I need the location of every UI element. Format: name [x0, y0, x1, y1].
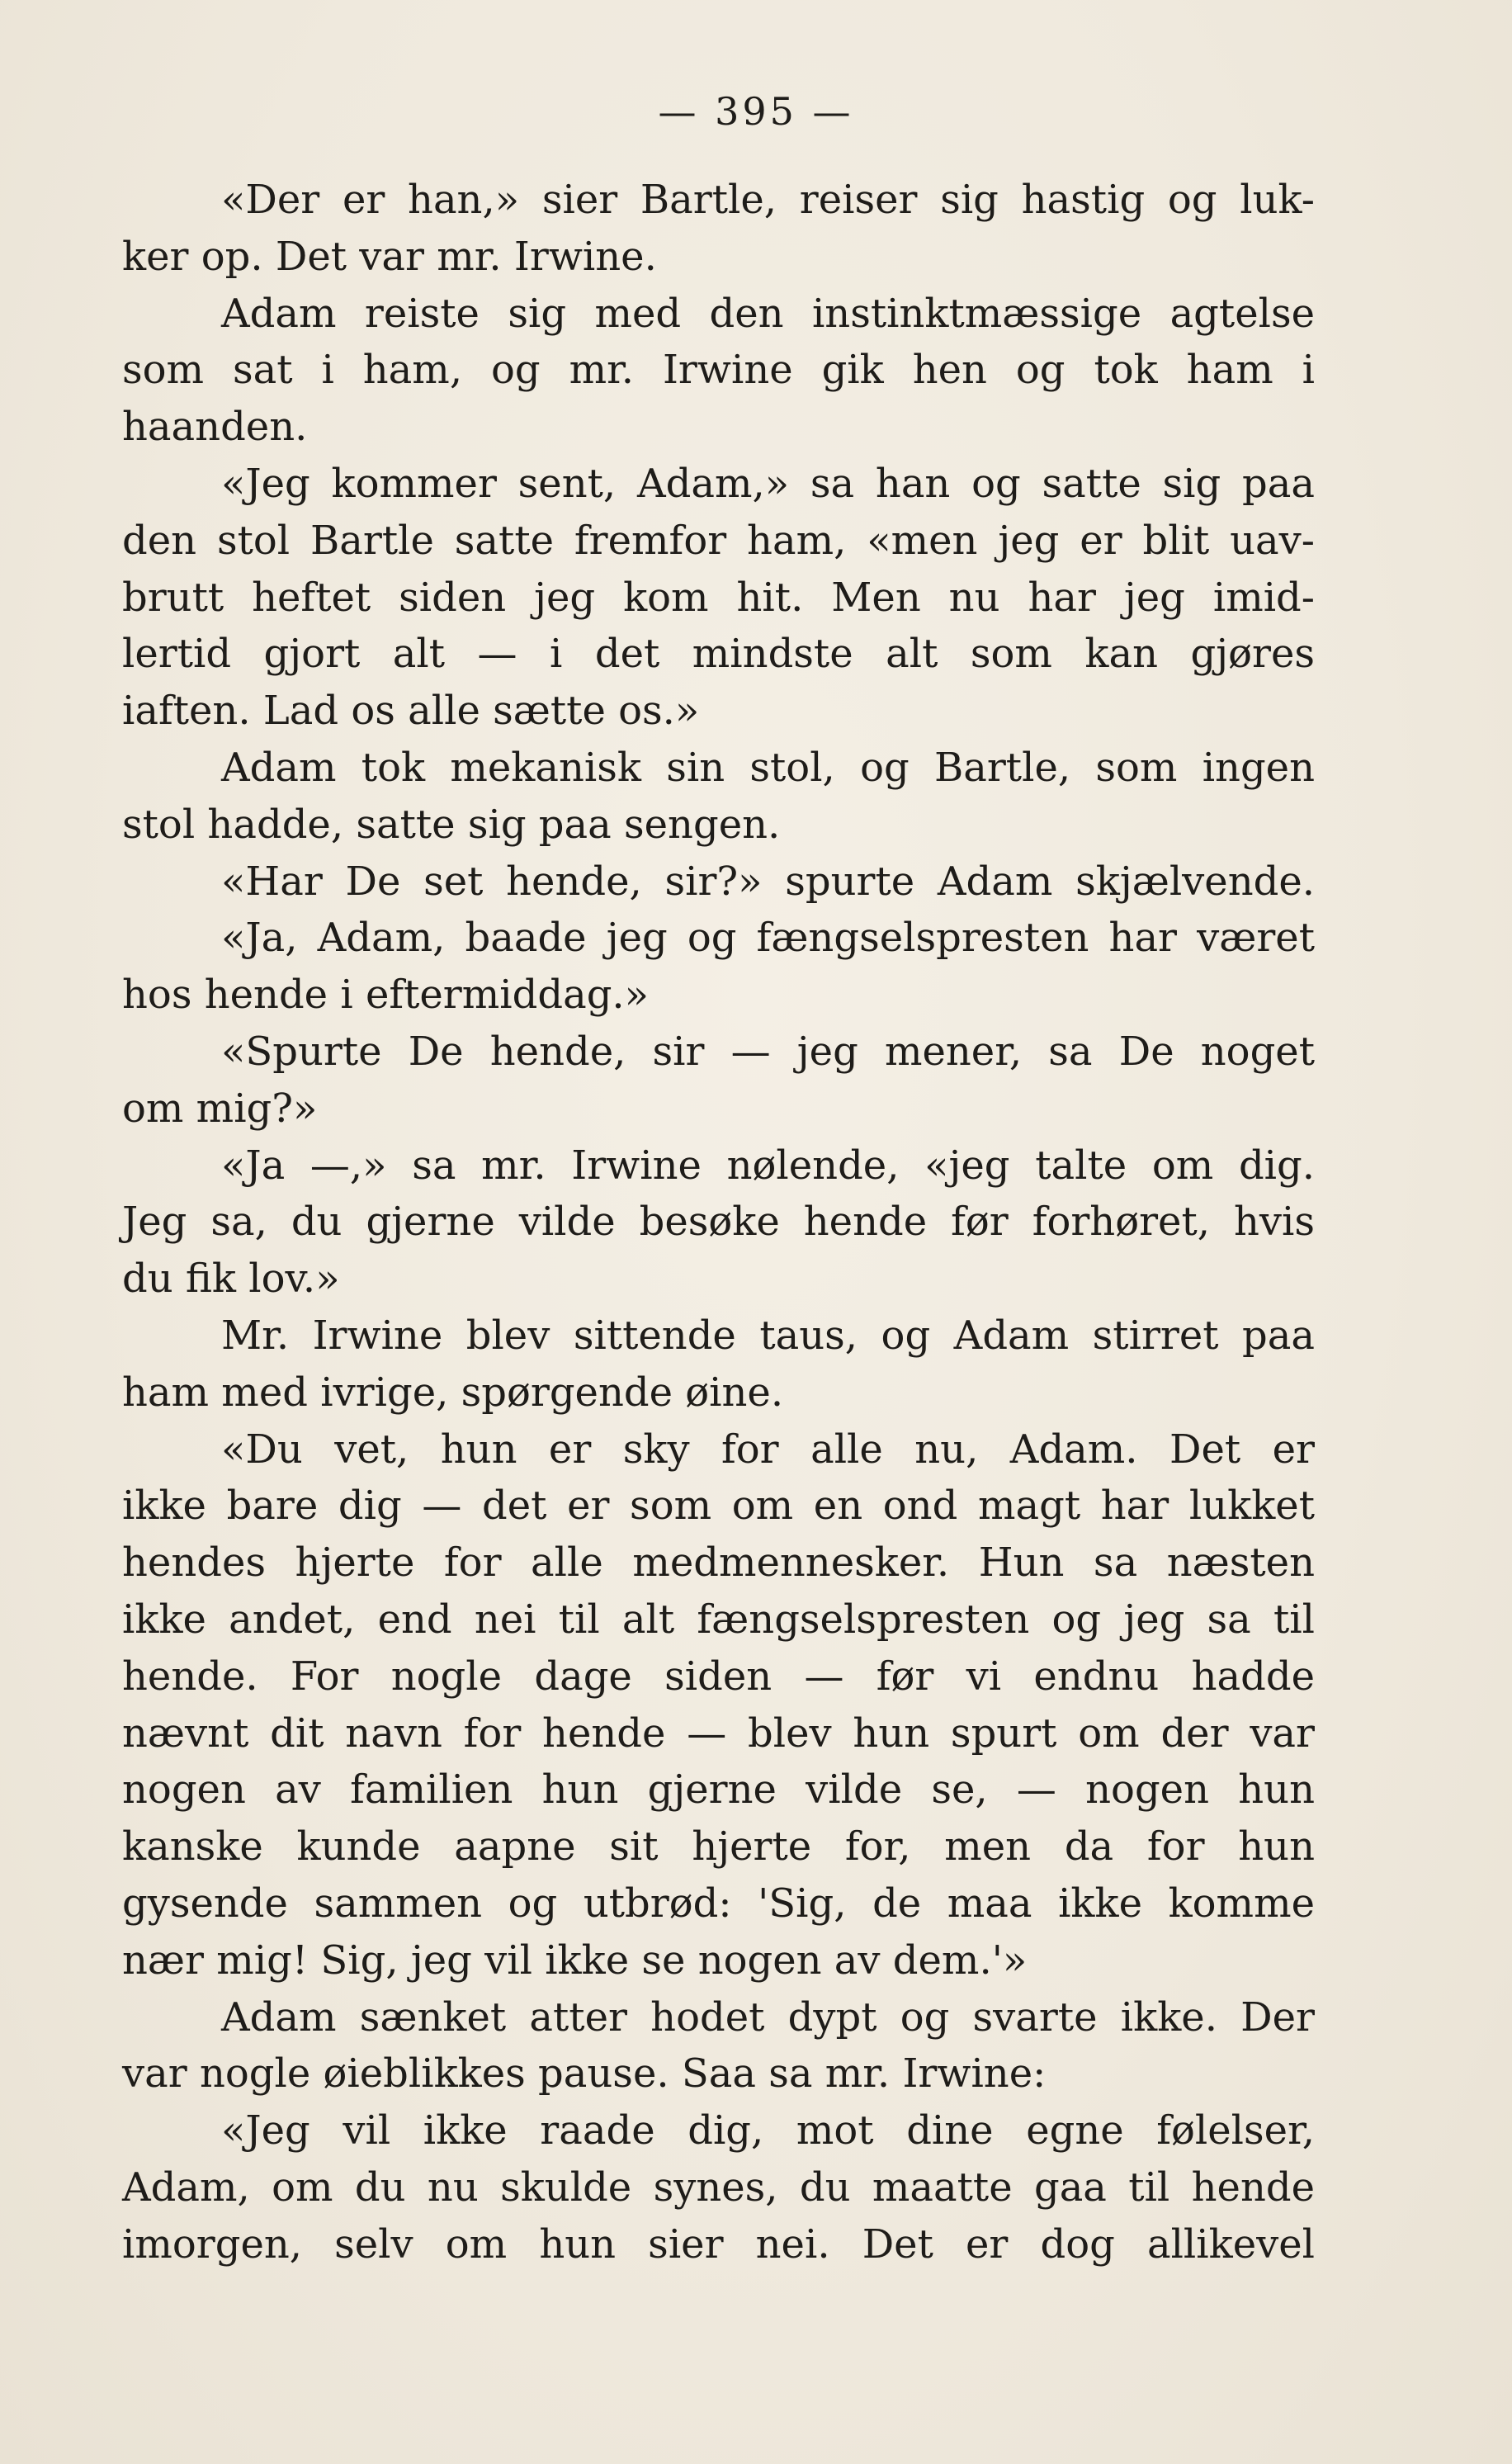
text-line: om mig?»	[122, 1085, 318, 1132]
text-line: «Du vet, hun er sky for alle nu, Adam. Det er	[221, 1426, 1315, 1473]
text-line: du fik lov.»	[122, 1256, 340, 1303]
text-line: kanske kunde aapne sit hjerte for, men da for hun	[122, 1823, 1315, 1870]
text-line: den stol Bartle satte fremfor ham, «men jeg er blit uav-	[122, 517, 1315, 564]
text-line: Adam tok mekanisk sin stol, og Bartle, som ingen	[221, 744, 1315, 791]
text-line: nævnt dit navn for hende — blev hun spurt om der var	[122, 1710, 1315, 1757]
text-line: ikke andet, end nei til alt fængselspresten og jeg sa til	[122, 1596, 1315, 1643]
text-line: Adam, om du nu skulde synes, du maatte gaa til hende	[122, 2164, 1315, 2211]
text-line: hende. For nogle dage siden — før vi endnu hadde	[122, 1653, 1315, 1700]
text-line: som sat i ham, og mr. Irwine gik hen og tok ham i	[122, 347, 1315, 394]
text-line: Adam sænket atter hodet dypt og svarte ikke. Der	[221, 1993, 1315, 2041]
text-line: imorgen, selv om hun sier nei. Det er dog allikevel	[122, 2220, 1315, 2268]
text-line: ham med ivrige, spørgende øine.	[122, 1369, 784, 1416]
text-line: haanden.	[122, 404, 308, 451]
text-line: Mr. Irwine blev sittende taus, og Adam stirret paa	[221, 1312, 1315, 1359]
text-line: «Ja, Adam, baade jeg og fængselspresten har været	[221, 915, 1315, 962]
text-line: gysende sammen og utbrød: 'Sig, de maa ikke komme	[122, 1880, 1315, 1927]
text-line: hendes hjerte for alle medmennesker. Hun sa næsten	[122, 1539, 1315, 1587]
text-line: ikke bare dig — det er som om en ond magt har lukket	[122, 1483, 1315, 1530]
text-line: Jeg sa, du gjerne vilde besøke hende før forhøret, hvis	[122, 1199, 1315, 1246]
text-line: «Spurte De hende, sir — jeg mener, sa De noget	[221, 1028, 1315, 1075]
text-line: Adam reiste sig med den instinktmæssige agtelse	[221, 290, 1315, 337]
body-text	[122, 172, 1315, 2272]
text-line: var nogle øieblikkes pause. Saa sa mr. Irwine:	[122, 2050, 1047, 2097]
text-line: «Jeg kommer sent, Adam,» sa han og satte sig paa	[221, 460, 1315, 507]
text-line: stol hadde, satte sig paa sengen.	[122, 801, 781, 848]
text-line: «Har De set hende, sir?» spurte Adam skjælvende.	[221, 858, 1315, 905]
text-line: nogen av familien hun gjerne vilde se, — nogen hun	[122, 1766, 1315, 1814]
text-line: hos hende i eftermiddag.»	[122, 972, 650, 1019]
page-number: — 395 —	[658, 89, 854, 134]
text-line: brutt heftet siden jeg kom hit. Men nu har jeg imid-	[122, 574, 1315, 621]
text-line: ker op. Det var mr. Irwine.	[122, 233, 657, 280]
text-line: «Jeg vil ikke raade dig, mot dine egne følelser,	[221, 2107, 1315, 2154]
text-line: iaften. Lad os alle sætte os.»	[122, 688, 700, 735]
text-line: «Der er han,» sier Bartle, reiser sig hastig og luk-	[221, 177, 1315, 223]
text-line: «Ja —,» sa mr. Irwine nølende, «jeg talte om dig.	[221, 1142, 1315, 1189]
text-line: lertid gjort alt — i det mindste alt som kan gjøres	[122, 631, 1315, 678]
text-line: nær mig! Sig, jeg vil ikke se nogen av dem.'»	[122, 1937, 1028, 1984]
